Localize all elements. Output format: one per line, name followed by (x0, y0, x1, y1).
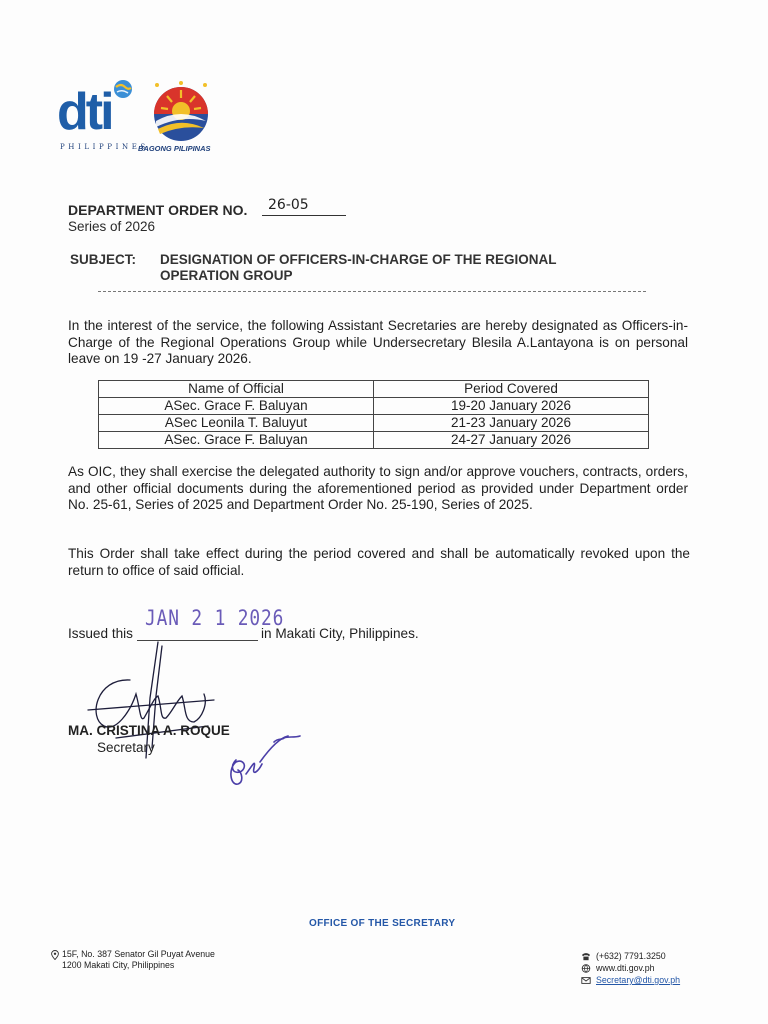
phone-icon (581, 952, 591, 961)
email-row (581, 974, 680, 986)
table-row (99, 415, 649, 432)
location-pin-icon (51, 950, 59, 960)
website-row (581, 962, 680, 974)
issued-place: in Makati City, Philippines. (261, 626, 419, 641)
website-link[interactable]: www.dti.gov.ph (596, 963, 655, 973)
official-name-cell: ASec. Grace F. Baluyan (99, 432, 374, 449)
authority-paragraph: As OIC, they shall exercise the delegated authority to sign and/or approve vouchers, contracts, orders, and other official documents during the aforementioned period as provided under Department order No. 25-61, Series of 2025 and Department Order No. 25-190, Series of 2025. (68, 464, 688, 512)
subject-label: SUBJECT: (70, 252, 137, 267)
bagong-pilipinas-logo-text: BAGONG PILIPINAS (138, 144, 211, 153)
phone-row (581, 950, 680, 962)
mail-icon (581, 976, 591, 985)
web-icon (581, 964, 591, 973)
email-link[interactable]: Secretary@dti.gov.ph (596, 975, 681, 985)
period-cell: 19-20 January 2026 (374, 398, 649, 415)
date-stamp: JAN 2 1 2026 (145, 606, 285, 630)
column-header: Name of Official (99, 381, 374, 398)
order-label: DEPARTMENT ORDER NO. (68, 202, 248, 218)
phone-number: (+632) 7791.3250 (596, 951, 666, 961)
address (62, 949, 215, 971)
address-line: 1200 Makati City, Philippines (62, 960, 175, 970)
issued-prefix: Issued this (68, 626, 133, 641)
address-line: 15F, No. 387 Senator Gil Puyat Avenue (62, 949, 215, 959)
intro-paragraph: In the interest of the service, the following Assistant Secretaries are hereby designated as Officers-in-Charge of the Regional Operations Group while Undersecretary Blesila A.Lantayona is on personal leave on 19 -27 January 2026. (68, 318, 688, 366)
contact-info (581, 950, 680, 986)
official-name-cell: ASec Leonila T. Baluyut (99, 415, 374, 432)
table-row (99, 432, 649, 449)
period-cell: 21-23 January 2026 (374, 415, 649, 432)
table-row (99, 398, 649, 415)
handwritten-initials (222, 728, 304, 790)
order-number: 26-05 (262, 197, 346, 216)
divider (98, 291, 646, 292)
globe-icon (112, 78, 134, 100)
signatory-title: Secretary (97, 740, 155, 755)
oic-table (98, 380, 649, 449)
period-cell: 24-27 January 2026 (374, 432, 649, 449)
bagong-pilipinas-logo (147, 81, 215, 143)
subject-text: DESIGNATION OF OFFICERS-IN-CHARGE OF THE REGIONAL OPERATION GROUP (160, 252, 557, 283)
effectivity-paragraph: This Order shall take effect during the period covered and shall be automatically revoked upon the return to office of said official. (68, 546, 690, 578)
order-series: Series of 2026 (68, 219, 156, 234)
official-name-cell: ASec. Grace F. Baluyan (99, 398, 374, 415)
table-header-row (99, 381, 649, 398)
dti-logo (57, 78, 139, 140)
office-name: OFFICE OF THE SECRETARY (309, 918, 456, 929)
dti-logo-subtitle: PHILIPPINES (60, 143, 149, 151)
signatory-name: MA. CRISTINA A. ROQUE (68, 723, 230, 738)
column-header: Period Covered (374, 381, 649, 398)
dti-logo-wordmark: dti (57, 83, 112, 141)
